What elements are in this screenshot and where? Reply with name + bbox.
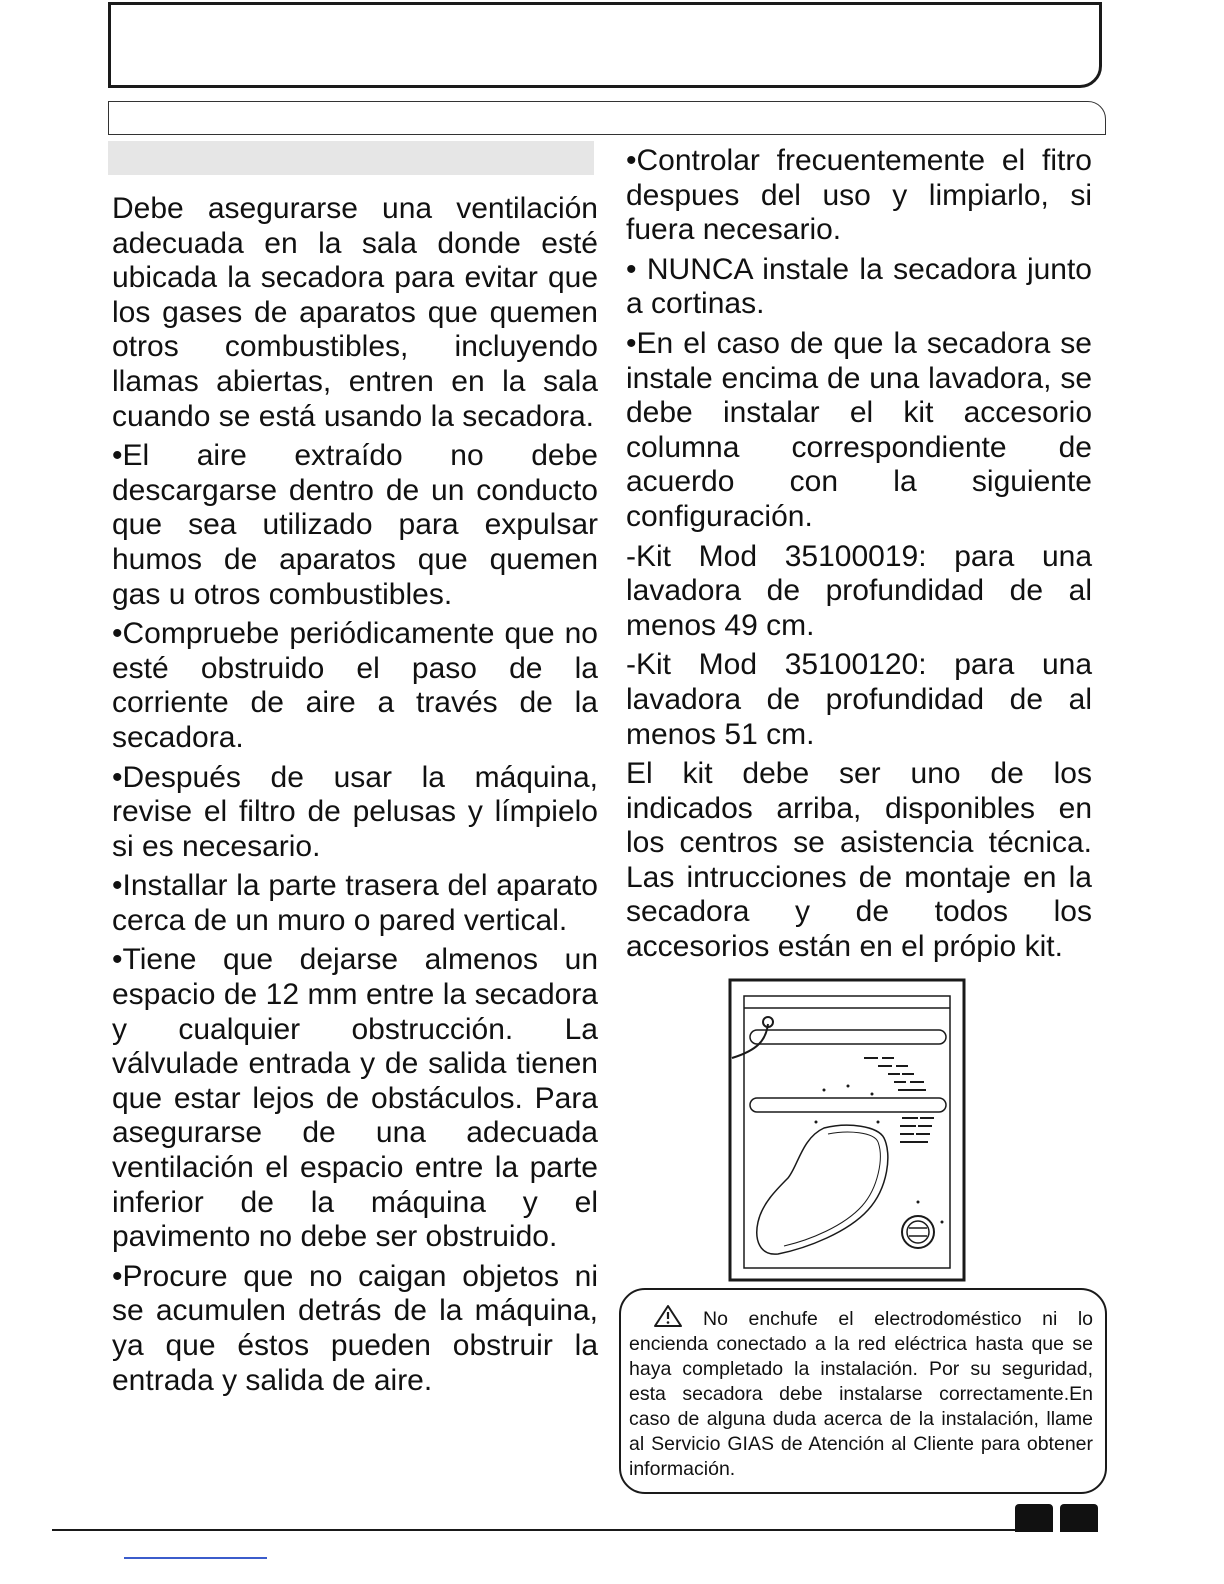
section-subtitle-box: [108, 101, 1106, 135]
kit-51-paragraph: -Kit Mod 35100120: para una lavadora de profundidad de al menos 51 cm.: [626, 648, 1092, 751]
right-text-column: [626, 144, 1092, 970]
obstruction-paragraph: •Procure que no caigan objetos ni se acumulen detrás de la máquina, ya que éstos pueden obstruir la entrada y salida de aire.: [112, 1259, 598, 1397]
stacking-kit-paragraph: •En el caso de que la secadora se instale encima de una lavadora, se debe instalar el kit accesorio columna correspondiente de acuerdo con la siguiente configuración.: [626, 326, 1092, 533]
placement-paragraph: •Installar la parte trasera del aparato cerca de un muro o pared vertical.: [112, 869, 598, 937]
dryer-stacking-illustration: [728, 978, 966, 1282]
footer-rule: [52, 1529, 1022, 1531]
filter-check-paragraph: •Controlar frecuentemente el fitro despues del uso y limpiarlo, si fuera necesario.: [626, 144, 1092, 247]
clearance-paragraph: •Tiene que dejarse almenos un espacio de 12 mm entre la secadora y cualquier obstrucción. La válvulade entrada y de salida tienen que estar lejos de obstáculos. Para asegurarse de una adecuada ventilación el espacio entre la parte inferior de la máquina y el pavimento no debe ser obstruido.: [112, 943, 598, 1254]
ventilation-paragraph: Debe asegurarse una ventilación adecuada en la sala donde esté ubicada la secadora para evitar que los gases de aparatos que quemen otros combustibles, incluyendo llamas abiertas, entren en la sala cuando se está usando la secadora.: [112, 192, 598, 433]
column-heading-bar: [108, 141, 594, 175]
installation-warning-box: [619, 1288, 1107, 1494]
section-title-box: [108, 2, 1102, 88]
warning-triangle-icon: [653, 1304, 683, 1328]
lint-filter-paragraph: •Después de usar la máquina, revise el filtro de pelusas y límpielo si es necesario.: [112, 760, 598, 863]
footer-blue-mark: [124, 1557, 267, 1559]
page-number-tab-right: [1060, 1504, 1098, 1532]
curtains-paragraph: • NUNCA instale la secadora junto a cortinas.: [626, 252, 1092, 321]
warning-text: No enchufe el electrodoméstico ni lo encienda conectado a la red eléctrica hasta que se haya completado la instalación. Por su seguridad, esta secadora debe instalarse correctamente.En caso de alguna duda acerca de la instalación, llame al Servicio GIAS de Atención al Cliente para obtener información.: [629, 1308, 1093, 1480]
kit-49-paragraph: -Kit Mod 35100019: para una lavadora de profundidad de al menos 49 cm.: [626, 539, 1092, 642]
exhaust-paragraph: •El aire extraído no debe descargarse dentro de un conducto que sea utilizado para expulsar humos de aparatos que quemen gas u otros combustibles.: [112, 439, 598, 611]
left-text-column: [112, 192, 598, 1403]
kit-info-paragraph: El kit debe ser uno de los indicados arriba, disponibles en los centros se asistencia técnica. Las intrucciones de montaje en la secadora y de todos los accesorios están en el própio kit.: [626, 757, 1092, 964]
airflow-paragraph: •Compruebe periódicamente que no esté obstruido el paso de la corriente de aire a través de la secadora.: [112, 617, 598, 754]
page-number-tab-left: [1015, 1504, 1053, 1532]
